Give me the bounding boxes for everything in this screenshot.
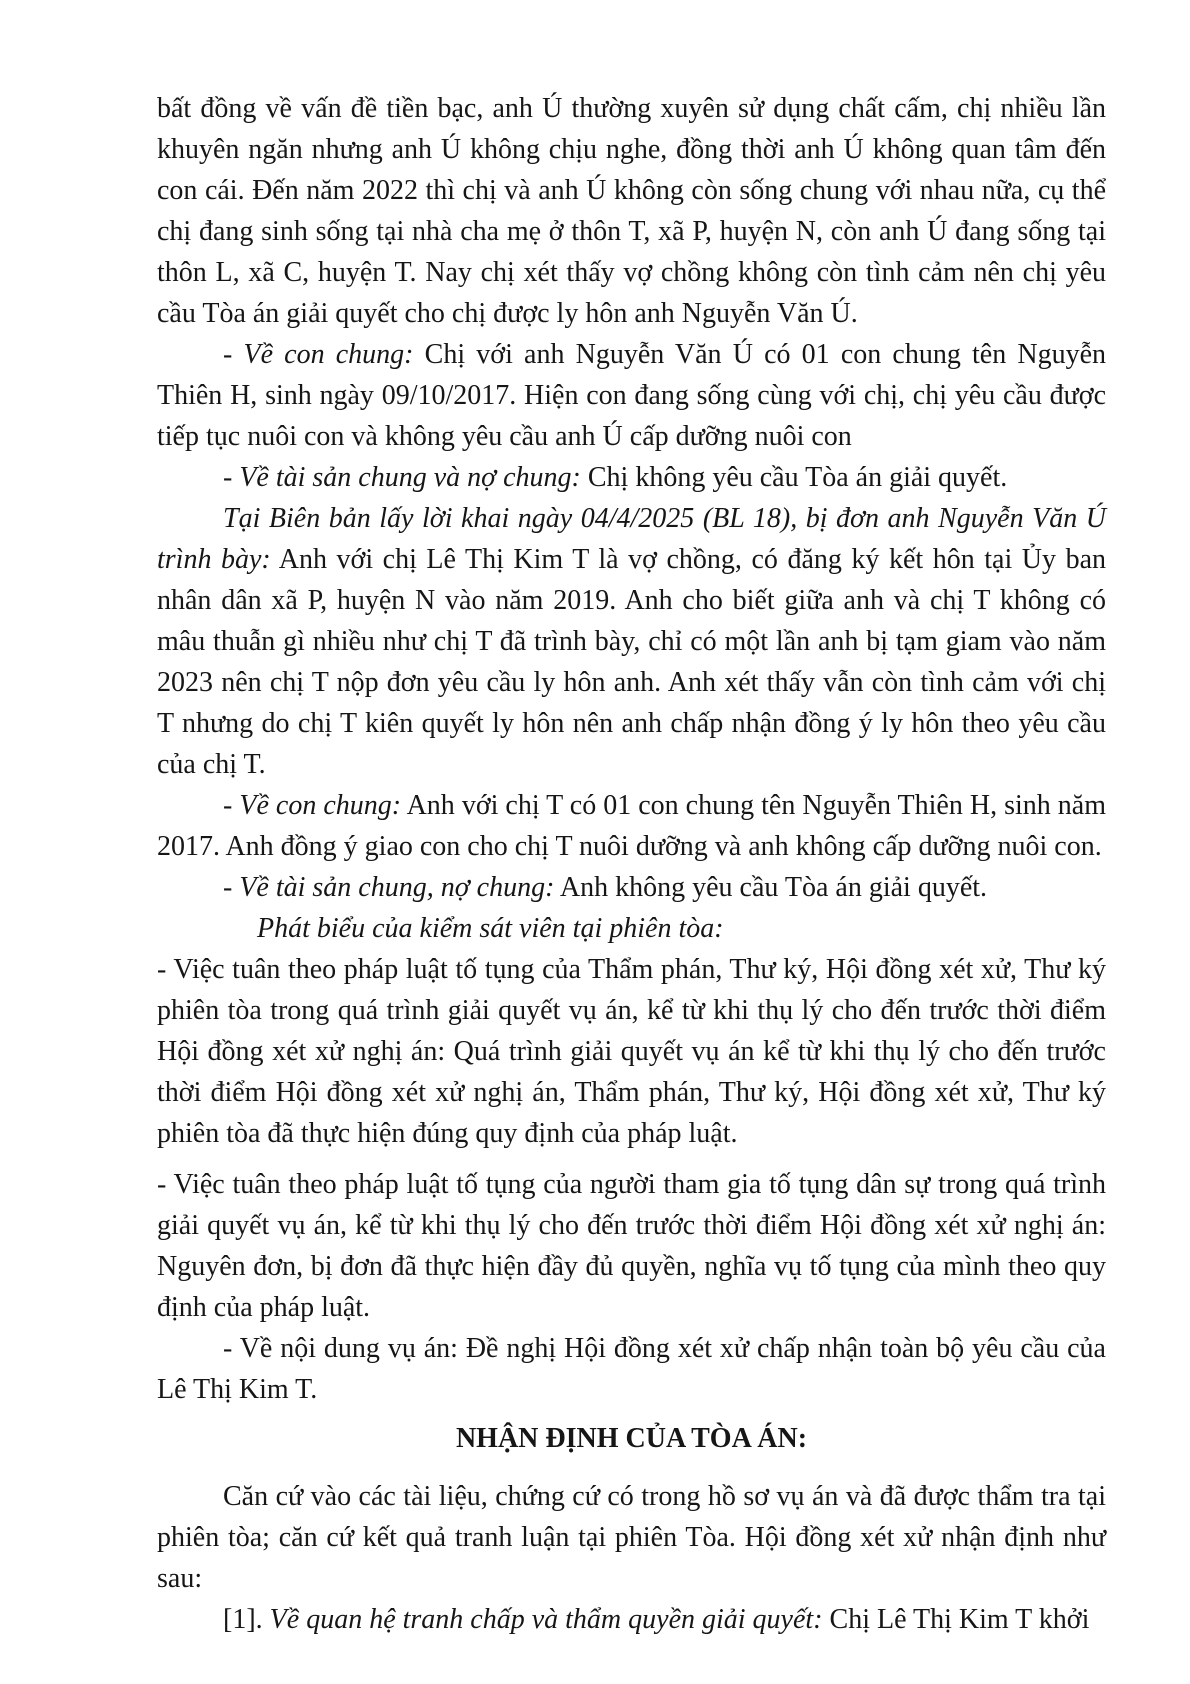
- paragraph: [157, 908, 1106, 949]
- paragraph: [157, 334, 1106, 457]
- text-run: - Về con chung:: [223, 790, 402, 821]
- text-run: - Việc tuân theo pháp luật tố tụng của Thẩm phán, Thư ký, Hội đồng xét xử, Thư ký phiên tòa trong quá trình giải quyết vụ án, kể từ khi thụ lý cho đến trước thời điểm Hội đồng xét xử nghị án: Quá trình giải quyết vụ án kể từ khi thụ lý cho đến trước thời điểm Hội đồng xét xử nghị án, Thẩm phán, Thư ký, Hội đồng xét xử, Thư ký phiên tòa đã thực hiện đúng quy định của pháp luật.: [157, 954, 1106, 1149]
- text-run: Anh không yêu cầu Tòa án giải quyết.: [554, 872, 988, 903]
- paragraph: [157, 949, 1106, 1154]
- section-heading: [157, 1418, 1106, 1459]
- document-body: [157, 88, 1106, 1640]
- paragraph: [157, 1164, 1106, 1328]
- text-run: NHẬN ĐỊNH CỦA TÒA ÁN:: [455, 1423, 808, 1454]
- text-run: Phát biểu của kiểm sát viên tại phiên tòa:: [257, 913, 724, 944]
- text-run: bất đồng về vấn đề tiền bạc, anh Ú thường xuyên sử dụng chất cấm, chị nhiều lần khuyên ngăn nhưng anh Ú không chịu nghe, đồng thời anh Ú không quan tâm đến con cái. Đến năm 2022 thì chị và anh Ú không còn sống chung với nhau nữa, cụ thể chị đang sinh sống tại nhà cha mẹ ở thôn T, xã P, huyện N, còn anh Ú đang sống tại thôn L, xã C, huyện T. Nay chị xét thấy vợ chồng không còn tình cảm nên chị yêu cầu Tòa án giải quyết cho chị được ly hôn anh Nguyễn Văn Ú.: [157, 93, 1106, 329]
- text-run: - Về nội dung vụ án: Đề nghị Hội đồng xét xử chấp nhận toàn bộ yêu cầu của Lê Thị Kim T.: [157, 1333, 1106, 1405]
- text-run: Tại Biên bản lấy lời khai ngày 04/4/2025 (BL 18), bị đơn anh Nguyễn Văn Ú trình bày:: [157, 503, 1106, 575]
- text-run: [1].: [223, 1604, 270, 1635]
- text-run: Căn cứ vào các tài liệu, chứng cứ có trong hồ sơ vụ án và đã được thẩm tra tại phiên tòa; căn cứ kết quả tranh luận tại phiên Tòa. Hội đồng xét xử nhận định như sau:: [157, 1481, 1106, 1594]
- text-run: - Về tài sản chung và nợ chung:: [223, 462, 581, 493]
- paragraph: [157, 1328, 1106, 1410]
- text-run: Chị với anh Nguyễn Văn Ú có 01 con chung tên Nguyễn Thiên H, sinh ngày 09/10/2017. Hiện con đang sống cùng với chị, chị yêu cầu được tiếp tục nuôi con và không yêu cầu anh Ú cấp dưỡng nuôi con: [157, 339, 1106, 452]
- text-run: Anh với chị Lê Thị Kim T là vợ chồng, có đăng ký kết hôn tại Ủy ban nhân dân xã P, huyện N vào năm 2019. Anh cho biết giữa anh và chị T không có mâu thuẫn gì nhiều như chị T đã trình bày, chỉ có một lần anh bị tạm giam vào năm 2023 nên chị T nộp đơn yêu cầu ly hôn anh. Anh xét thấy vẫn còn tình cảm với chị T nhưng do chị T kiên quyết ly hôn nên anh chấp nhận đồng ý ly hôn theo yêu cầu của chị T.: [157, 544, 1106, 780]
- text-run: - Về tài sản chung, nợ chung:: [223, 872, 555, 903]
- paragraph: [157, 867, 1106, 908]
- text-run: - Về con chung:: [223, 339, 414, 370]
- paragraph: [157, 457, 1106, 498]
- text-run: Anh với chị T có 01 con chung tên Nguyễn Thiên H, sinh năm 2017. Anh đồng ý giao con cho chị T nuôi dưỡng và anh không cấp dưỡng nuôi con.: [157, 790, 1106, 862]
- paragraph: [157, 498, 1106, 785]
- text-run: Về quan hệ tranh chấp và thẩm quyền giải quyết:: [269, 1604, 823, 1635]
- text-run: Chị không yêu cầu Tòa án giải quyết.: [580, 462, 1008, 493]
- paragraph: [157, 785, 1106, 867]
- paragraph: [157, 1476, 1106, 1599]
- text-run: Chị Lê Thị Kim T khởi: [822, 1604, 1090, 1635]
- paragraph: [157, 88, 1106, 334]
- paragraph: [157, 1599, 1106, 1640]
- text-run: - Việc tuân theo pháp luật tố tụng của người tham gia tố tụng dân sự trong quá trình giải quyết vụ án, kể từ khi thụ lý cho đến trước thời điểm Hội đồng xét xử nghị án: Nguyên đơn, bị đơn đã thực hiện đầy đủ quyền, nghĩa vụ tố tụng của mình theo quy định của pháp luật.: [157, 1169, 1106, 1323]
